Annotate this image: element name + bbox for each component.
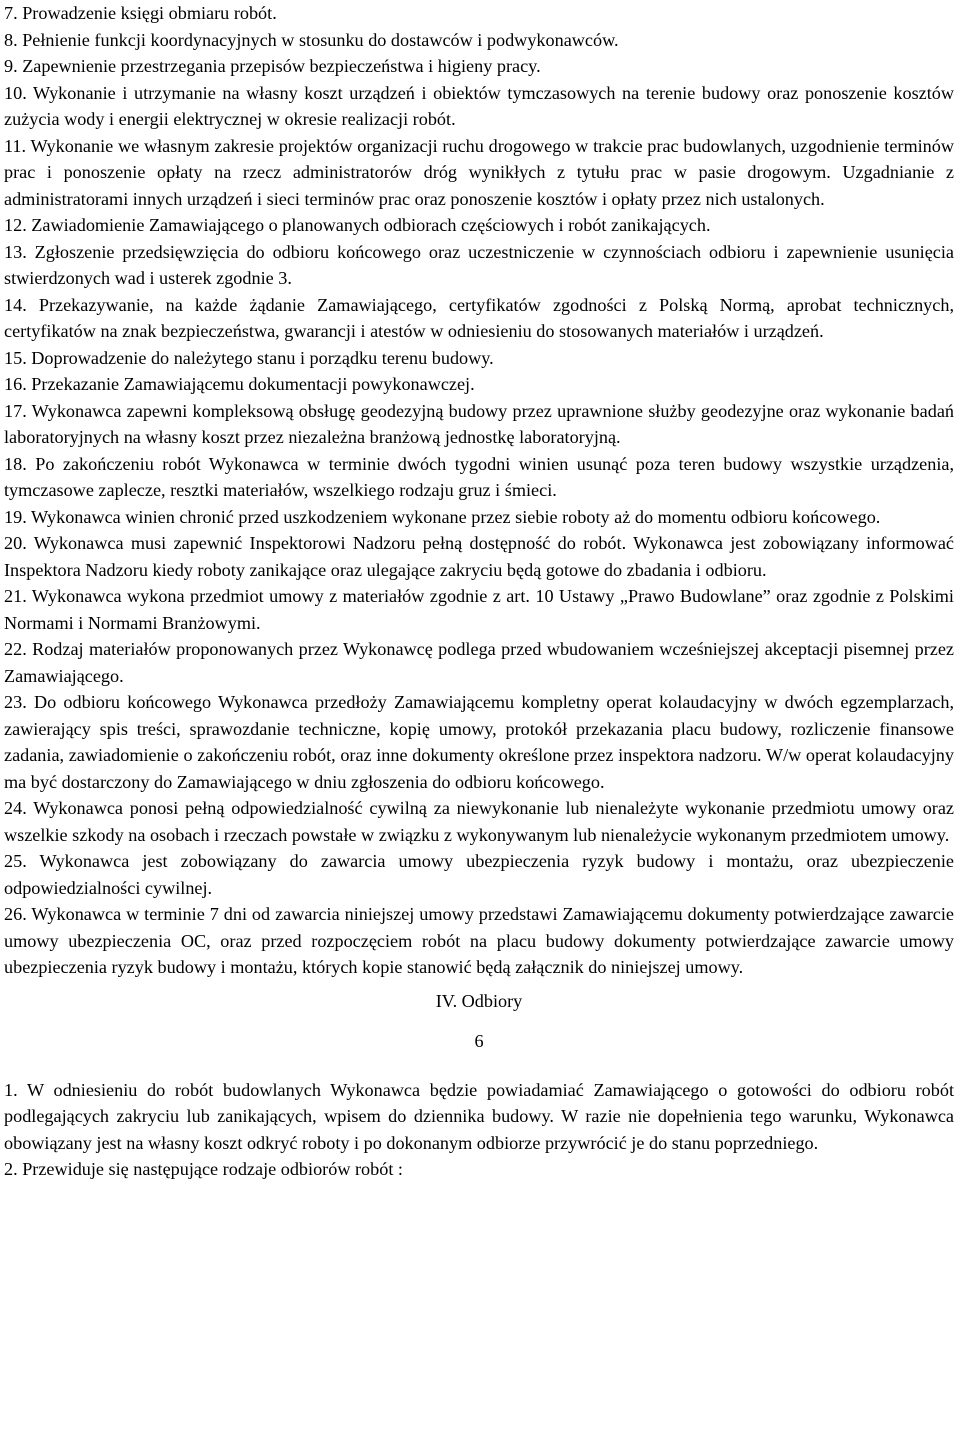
- list-item: 9. Zapewnienie przestrzegania przepisów bezpieczeństwa i higieny pracy.: [4, 56, 541, 76]
- list-item: 10. Wykonanie i utrzymanie na własny koszt urządzeń i obiektów tymczasowych na terenie budowy oraz ponoszenie kosztów zużycia wody i energii elektrycznej w okresie realizacji robót.: [4, 82, 954, 129]
- list-item: 16. Przekazanie Zamawiającemu dokumentacji powykonawczej.: [4, 374, 475, 394]
- list-item: 24. Wykonawca ponosi pełną odpowiedzialność cywilną za niewykonanie lub nienależyte wykonanie przedmiotu umowy oraz wszelkie szkody na osobach i rzeczach powstałe w związku z wykonywanym lub nienależycie wykonanym przedmiotem umowy.: [4, 798, 954, 845]
- section-title: IV. Odbiory: [435, 990, 523, 1011]
- list-item: 1. W odniesieniu do robót budowlanych Wykonawca będzie powiadamiać Zamawiającego o gotowości do odbioru robót podlegających zakryciu lub zanikających, wpisem do dziennika budowy. W razie nie dopełnienia tego warunku, Wykonawca obowiązany jest na własny koszt odkryć roboty i po dokonanym odbiorze przywrócić je do stanu poprzedniego.: [4, 1079, 954, 1153]
- list-item: 17. Wykonawca zapewni kompleksową obsługę geodezyjną budowy przez uprawnione służby geodezyjne oraz wykonanie badań laboratoryjnych na własny koszt przez niezależna branżową jednostkę laboratoryjną.: [4, 400, 954, 447]
- list-item: 25. Wykonawca jest zobowiązany do zawarcia umowy ubezpieczenia ryzyk budowy i montażu, oraz ubezpieczenie odpowiedzialności cywilnej.: [4, 851, 954, 898]
- list-item: 23. Do odbioru końcowego Wykonawca przedłoży Zamawiającemu kompletny operat kolaudacyjny w dwóch egzemplarzach, zawierający spis treści, sprawozdanie techniczne, kopię umowy, protokół przekazania placu budowy, rozliczenie finansowe zadania, zawiadomienie o zakończeniu robót, oraz inne dokumenty określone przez inspektora nadzoru. W/w operat kolaudacyjny ma być dostarczony do Zamawiającego w dniu zgłoszenia do odbioru końcowego.: [4, 692, 954, 792]
- list-item: 14. Przekazywanie, na każde żądanie Zamawiającego, certyfikatów zgodności z Polską Normą, aprobat technicznych, certyfikatów na znak bezpieczeństwa, gwarancji i atestów w odniesieniu do stosowanych materiałów i urządzeń.: [4, 294, 954, 341]
- list-item: 11. Wykonanie we własnym zakresie projektów organizacji ruchu drogowego w trakcie prac budowlanych, uzgodnienie terminów prac i ponoszenie opłaty na rzecz administratorów dróg wynikłych z tytułu prac w pasie drogowym. Uzgadnianie z administratorami innych urządzeń i sieci terminów prac oraz ponoszenie kosztów i opłaty przez nich ustalonych.: [4, 135, 954, 209]
- list-item: 20. Wykonawca musi zapewnić Inspektorowi Nadzoru pełną dostępność do robót. Wykonawca jest zobowiązany informować Inspektora Nadzoru kiedy roboty zanikające oraz ulegające zakryciu będą gotowe do zbadania i odbioru.: [4, 533, 954, 580]
- list-item: 8. Pełnienie funkcji koordynacyjnych w stosunku do dostawców i podwykonawców.: [4, 29, 619, 50]
- list-item: 7. Prowadzenie księgi obmiaru robót.: [4, 3, 277, 23]
- list-item: 2. Przewiduje się następujące rodzaje odbiorów robót :: [4, 1159, 403, 1179]
- list-item: 21. Wykonawca wykona przedmiot umowy z materiałów zgodnie z art. 10 Ustawy „Prawo Budowlane” oraz zgodnie z Polskimi Normami i Normami Branżowymi.: [4, 586, 954, 633]
- list-item: 12. Zawiadomienie Zamawiającego o planowanych odbiorach częściowych i robót zanikających.: [4, 215, 711, 235]
- list-item: 26. Wykonawca w terminie 7 dni od zawarcia niniejszej umowy przedstawi Zamawiającemu dokumenty potwierdzające zawarcie umowy ubezpieczenia OC, oraz przed rozpoczęciem robót na placu budowy dokumenty potwierdzające zawarcie umowy ubezpieczenia ryzyk budowy i montażu, których kopie stanowić będą załącznik do niniejszej umowy.: [4, 904, 954, 977]
- list-item: 15. Doprowadzenie do należytego stanu i porządku terenu budowy.: [4, 347, 494, 368]
- list-item: 19. Wykonawca winien chronić przed uszkodzeniem wykonane przez siebie roboty aż do momentu odbioru końcowego.: [4, 506, 881, 527]
- list-item: 13. Zgłoszenie przedsięwzięcia do odbioru końcowego oraz uczestniczenie w czynnościach odbioru i zapewnienie usunięcia stwierdzonych wad i usterek zgodnie 3.: [4, 241, 954, 288]
- section-number: 6: [474, 1031, 484, 1051]
- list-item: 18. Po zakończeniu robót Wykonawca w terminie dwóch tygodni winien usunąć poza teren budowy wszystkie urządzenia, tymczasowe zaplecze, resztki materiałów, wszelkiego rodzaju gruz i śmieci.: [4, 453, 954, 500]
- list-item: 22. Rodzaj materiałów proponowanych przez Wykonawcę podlega przed wbudowaniem wcześniejszej akceptacji pisemnej przez Zamawiającego.: [4, 639, 954, 686]
